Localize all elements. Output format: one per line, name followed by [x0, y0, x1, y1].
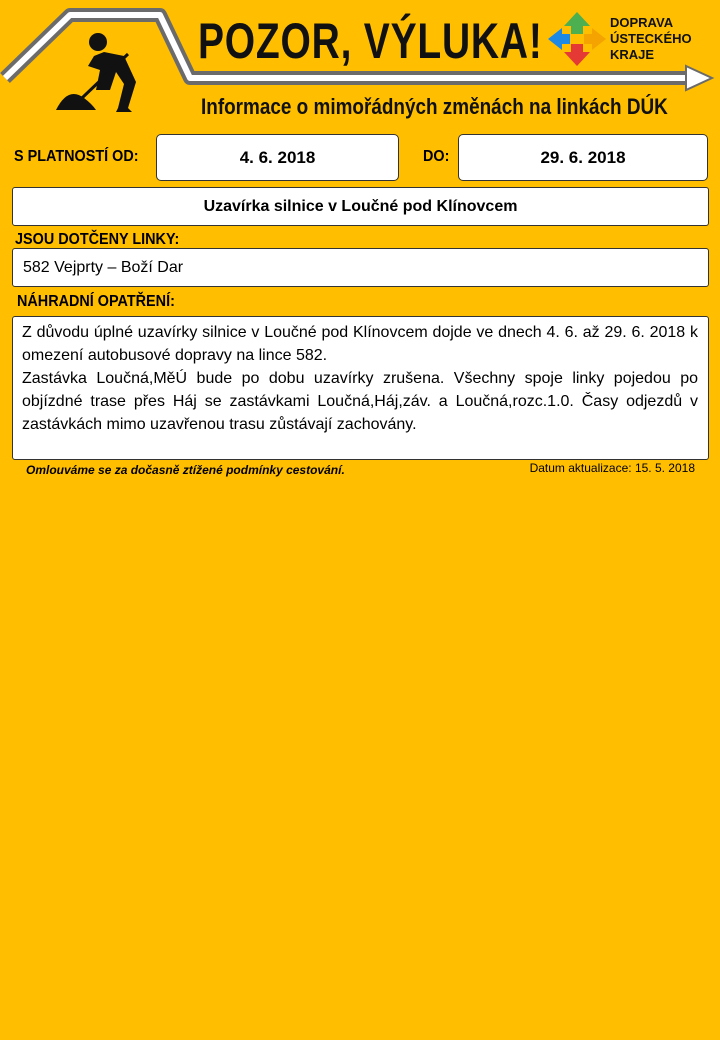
measures-paragraph: Zastávka Loučná,MěÚ bude po dobu uzavírky zrušena. Všechny spoje linky pojedou po objízdné trase přes Háj se zastávkami Loučná,Háj,záv. a Loučná,rozc.1.0. Časy odjezdů v zastávkách mimo uzavřenou trasu zůstávají zachovány.: [22, 370, 698, 433]
valid-to-field: [458, 134, 708, 181]
apology-note: Omlouváme se za dočasně ztížené podmínky cestování.: [26, 463, 345, 477]
road-worker-icon: [56, 33, 136, 112]
valid-from-value: 4. 6. 2018: [239, 147, 316, 167]
affected-lines-box: [12, 248, 709, 287]
affected-lines-value: 582 Vejprty – Boží Dar: [23, 258, 184, 276]
measures-label: NÁHRADNÍ OPATŘENÍ:: [17, 293, 175, 310]
duk-arrows-logo-icon: [548, 12, 606, 66]
affected-lines-label: JSOU DOTČENY LINKY:: [15, 231, 180, 248]
page-subtitle: Informace o mimořádných změnách na linkách DÚK: [201, 94, 668, 119]
logo-line: ÚSTECKÉHO: [610, 31, 692, 46]
valid-to-value: 29. 6. 2018: [540, 147, 626, 167]
valid-to-label: DO:: [423, 148, 450, 165]
notice-title: Uzavírka silnice v Loučné pod Klínovcem: [203, 197, 518, 215]
page-title: POZOR, VÝLUKA!: [198, 13, 543, 69]
header-banner: [0, 0, 720, 130]
measures-box: [12, 316, 709, 460]
valid-from-field: [156, 134, 399, 181]
notice-title-box: [12, 187, 709, 226]
logo-line: KRAJE: [610, 47, 655, 62]
update-date: Datum aktualizace: 15. 5. 2018: [529, 461, 695, 475]
logo-wordmark: [610, 15, 692, 63]
measures-paragraph: Z důvodu úplné uzavírky silnice v Loučné pod Klínovcem dojde ve dnech 4. 6. až 29. 6. 2018 k omezení autobusové dopravy na lince 582.: [22, 324, 698, 364]
valid-from-label: S PLATNOSTÍ OD:: [14, 148, 139, 165]
logo-line: DOPRAVA: [610, 15, 674, 30]
